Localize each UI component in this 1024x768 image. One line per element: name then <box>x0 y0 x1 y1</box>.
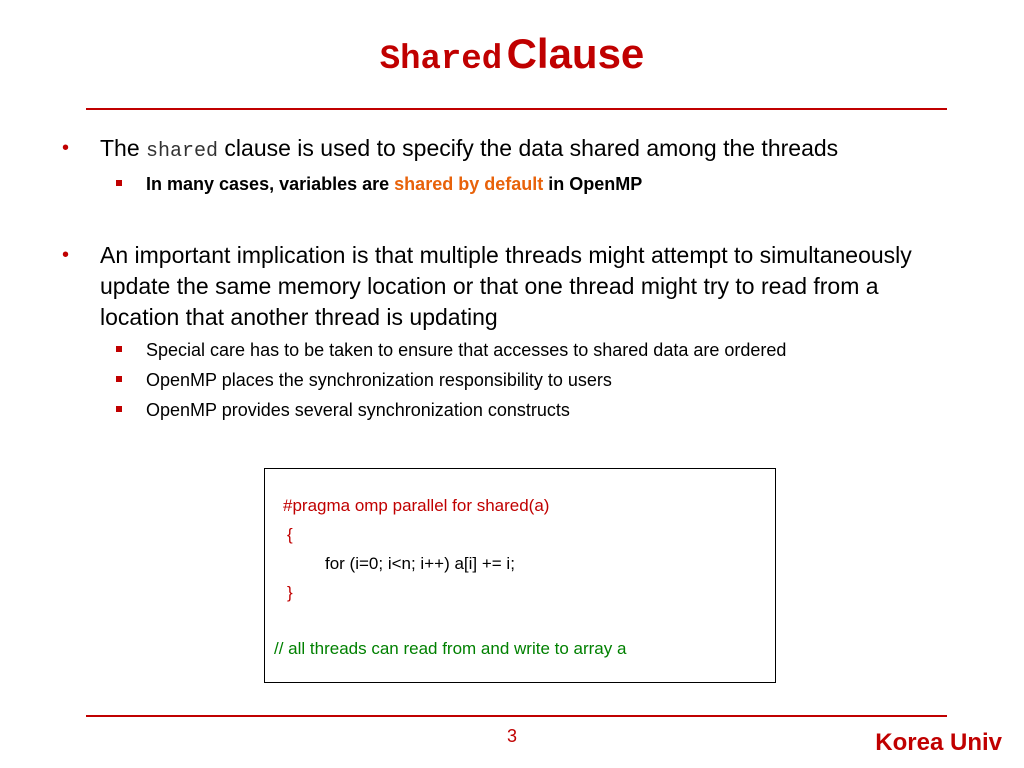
bullet-dot-icon: • <box>62 244 70 266</box>
code-pragma: #pragma omp parallel for shared(a) <box>283 496 550 515</box>
bullet-1-code: shared <box>146 140 219 163</box>
code-example-box <box>264 468 776 683</box>
sub-1-pre: In many cases, variables are <box>146 174 395 194</box>
square-bullet-icon <box>116 376 122 382</box>
footer-brand: Korea Univ <box>875 729 1002 756</box>
bullet-1-pre: The <box>100 135 147 161</box>
bullet-dot-icon: • <box>62 137 70 159</box>
sub-1-post: in OpenMP <box>543 174 643 194</box>
top-divider <box>86 108 947 110</box>
bottom-divider <box>86 715 947 717</box>
bullet-2-sub-3-text: OpenMP provides several synchronization constructs <box>146 400 570 420</box>
sub-1-highlight: shared by default <box>394 174 544 194</box>
code-close-brace: } <box>287 583 293 602</box>
bullet-1-post: clause is used to specify the data shared among the threads <box>218 135 839 161</box>
slide-title <box>0 30 1024 79</box>
page-number: 3 <box>506 726 517 746</box>
code-comment: // all threads can read from and write to array a <box>274 639 627 658</box>
square-bullet-icon <box>116 346 122 352</box>
title-word: Clause <box>506 30 645 77</box>
code-loop: for (i=0; i<n; i++) a[i] += i; <box>325 554 515 573</box>
bullet-2-text: An important implication is that multiple threads might attempt to simultaneously update the same memory location or that one thread might try to read from a location that another thread is updating <box>100 242 912 330</box>
bullet-2-sub-2-text: OpenMP places the synchronization responsibility to users <box>146 370 612 390</box>
bullet-2-sub-1-text: Special care has to be taken to ensure that accesses to shared data are ordered <box>146 340 787 360</box>
square-bullet-icon <box>116 406 122 412</box>
code-open-brace: { <box>287 525 293 544</box>
title-keyword: Shared <box>379 41 503 79</box>
square-bullet-icon <box>116 180 122 186</box>
